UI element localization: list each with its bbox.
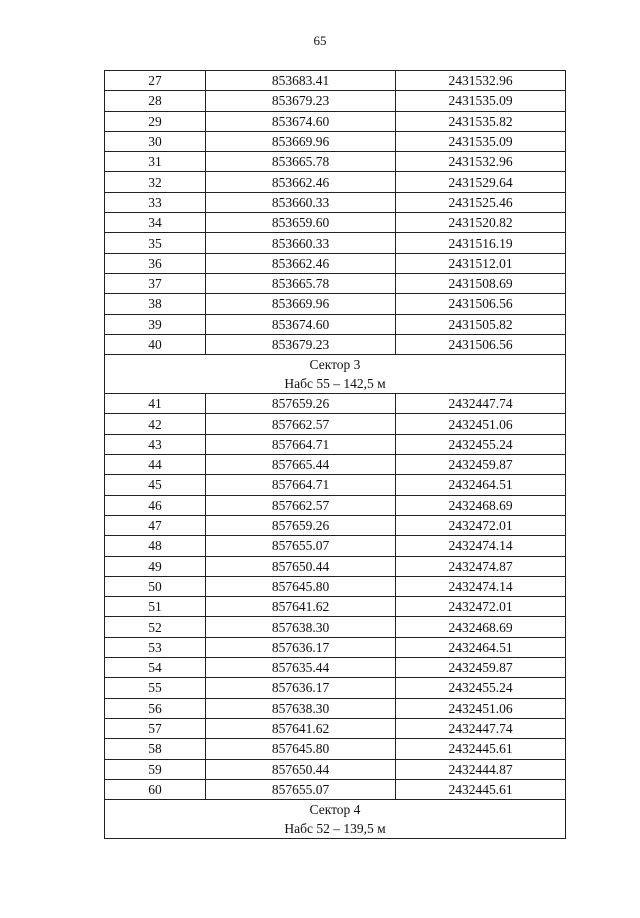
point-number-cell: 30 bbox=[105, 131, 206, 151]
table-row bbox=[105, 698, 566, 718]
point-number-cell: 28 bbox=[105, 91, 206, 111]
y-coordinate-cell: 2431516.19 bbox=[396, 233, 566, 253]
x-coordinate-cell: 857638.30 bbox=[206, 617, 396, 637]
sector-title: Сектор 4 bbox=[309, 802, 361, 818]
point-number-cell: 43 bbox=[105, 434, 206, 454]
point-number-cell: 53 bbox=[105, 637, 206, 657]
table-row bbox=[105, 515, 566, 535]
table-row bbox=[105, 434, 566, 454]
point-number-cell: 35 bbox=[105, 233, 206, 253]
point-number-cell: 55 bbox=[105, 678, 206, 698]
x-coordinate-cell: 857638.30 bbox=[206, 698, 396, 718]
y-coordinate-cell: 2431535.09 bbox=[396, 91, 566, 111]
table-row bbox=[105, 739, 566, 759]
y-coordinate-cell: 2432474.14 bbox=[396, 576, 566, 596]
table-row bbox=[105, 152, 566, 172]
point-number-cell: 45 bbox=[105, 475, 206, 495]
y-coordinate-cell: 2432464.51 bbox=[396, 637, 566, 657]
x-coordinate-cell: 857655.07 bbox=[206, 536, 396, 556]
sector-depth-range: Набс 52 – 139,5 м bbox=[284, 821, 386, 837]
point-number-cell: 39 bbox=[105, 314, 206, 334]
x-coordinate-cell: 857659.26 bbox=[206, 515, 396, 535]
x-coordinate-cell: 853674.60 bbox=[206, 111, 396, 131]
x-coordinate-cell: 857665.44 bbox=[206, 455, 396, 475]
x-coordinate-cell: 857645.80 bbox=[206, 576, 396, 596]
y-coordinate-cell: 2432444.87 bbox=[396, 759, 566, 779]
y-coordinate-cell: 2431529.64 bbox=[396, 172, 566, 192]
x-coordinate-cell: 853659.60 bbox=[206, 213, 396, 233]
point-number-cell: 32 bbox=[105, 172, 206, 192]
table-row bbox=[105, 455, 566, 475]
y-coordinate-cell: 2432464.51 bbox=[396, 475, 566, 495]
y-coordinate-cell: 2431535.09 bbox=[396, 131, 566, 151]
sector-depth-range: Набс 55 – 142,5 м bbox=[284, 376, 386, 392]
x-coordinate-cell: 857662.57 bbox=[206, 495, 396, 515]
point-number-cell: 52 bbox=[105, 617, 206, 637]
sector-header-row bbox=[105, 355, 566, 394]
point-number-cell: 49 bbox=[105, 556, 206, 576]
y-coordinate-cell: 2431525.46 bbox=[396, 192, 566, 212]
point-number-cell: 42 bbox=[105, 414, 206, 434]
y-coordinate-cell: 2431532.96 bbox=[396, 71, 566, 91]
point-number-cell: 60 bbox=[105, 779, 206, 799]
table-row bbox=[105, 779, 566, 799]
point-number-cell: 29 bbox=[105, 111, 206, 131]
y-coordinate-cell: 2431512.01 bbox=[396, 253, 566, 273]
coordinates-table bbox=[104, 70, 566, 839]
x-coordinate-cell: 857650.44 bbox=[206, 759, 396, 779]
x-coordinate-cell: 853683.41 bbox=[206, 71, 396, 91]
point-number-cell: 36 bbox=[105, 253, 206, 273]
y-coordinate-cell: 2432447.74 bbox=[396, 718, 566, 738]
table-row bbox=[105, 71, 566, 91]
table-row bbox=[105, 213, 566, 233]
x-coordinate-cell: 857664.71 bbox=[206, 434, 396, 454]
y-coordinate-cell: 2432445.61 bbox=[396, 739, 566, 759]
sector-header-cell bbox=[105, 355, 566, 394]
table-row bbox=[105, 576, 566, 596]
point-number-cell: 56 bbox=[105, 698, 206, 718]
table-row bbox=[105, 597, 566, 617]
table-row bbox=[105, 394, 566, 414]
point-number-cell: 38 bbox=[105, 294, 206, 314]
point-number-cell: 47 bbox=[105, 515, 206, 535]
y-coordinate-cell: 2432468.69 bbox=[396, 495, 566, 515]
table-row bbox=[105, 192, 566, 212]
point-number-cell: 59 bbox=[105, 759, 206, 779]
x-coordinate-cell: 853662.46 bbox=[206, 253, 396, 273]
point-number-cell: 40 bbox=[105, 334, 206, 354]
x-coordinate-cell: 857635.44 bbox=[206, 658, 396, 678]
point-number-cell: 54 bbox=[105, 658, 206, 678]
table-row bbox=[105, 314, 566, 334]
y-coordinate-cell: 2431506.56 bbox=[396, 334, 566, 354]
table-row bbox=[105, 617, 566, 637]
sector-title: Сектор 3 bbox=[309, 357, 361, 373]
y-coordinate-cell: 2432459.87 bbox=[396, 455, 566, 475]
x-coordinate-cell: 853660.33 bbox=[206, 192, 396, 212]
y-coordinate-cell: 2432455.24 bbox=[396, 678, 566, 698]
point-number-cell: 31 bbox=[105, 152, 206, 172]
y-coordinate-cell: 2431520.82 bbox=[396, 213, 566, 233]
x-coordinate-cell: 857664.71 bbox=[206, 475, 396, 495]
y-coordinate-cell: 2432474.87 bbox=[396, 556, 566, 576]
table-row bbox=[105, 495, 566, 515]
point-number-cell: 44 bbox=[105, 455, 206, 475]
point-number-cell: 50 bbox=[105, 576, 206, 596]
table-row bbox=[105, 678, 566, 698]
table-row bbox=[105, 172, 566, 192]
x-coordinate-cell: 857645.80 bbox=[206, 739, 396, 759]
table-row bbox=[105, 294, 566, 314]
table-body-sector-2-points bbox=[105, 71, 566, 355]
y-coordinate-cell: 2432455.24 bbox=[396, 434, 566, 454]
table-row bbox=[105, 253, 566, 273]
point-number-cell: 37 bbox=[105, 273, 206, 293]
table-row bbox=[105, 637, 566, 657]
x-coordinate-cell: 853665.78 bbox=[206, 152, 396, 172]
x-coordinate-cell: 853674.60 bbox=[206, 314, 396, 334]
table-row bbox=[105, 233, 566, 253]
x-coordinate-cell: 853660.33 bbox=[206, 233, 396, 253]
y-coordinate-cell: 2432459.87 bbox=[396, 658, 566, 678]
y-coordinate-cell: 2432472.01 bbox=[396, 515, 566, 535]
point-number-cell: 34 bbox=[105, 213, 206, 233]
y-coordinate-cell: 2432451.06 bbox=[396, 698, 566, 718]
point-number-cell: 58 bbox=[105, 739, 206, 759]
x-coordinate-cell: 857641.62 bbox=[206, 718, 396, 738]
y-coordinate-cell: 2432451.06 bbox=[396, 414, 566, 434]
table-row bbox=[105, 334, 566, 354]
table-row bbox=[105, 111, 566, 131]
y-coordinate-cell: 2432468.69 bbox=[396, 617, 566, 637]
table-row bbox=[105, 536, 566, 556]
table-row bbox=[105, 475, 566, 495]
table-row bbox=[105, 556, 566, 576]
table-row bbox=[105, 759, 566, 779]
x-coordinate-cell: 853679.23 bbox=[206, 91, 396, 111]
x-coordinate-cell: 857636.17 bbox=[206, 678, 396, 698]
sector-header-row bbox=[105, 800, 566, 839]
point-number-cell: 48 bbox=[105, 536, 206, 556]
point-number-cell: 41 bbox=[105, 394, 206, 414]
point-number-cell: 51 bbox=[105, 597, 206, 617]
sector-header-cell bbox=[105, 800, 566, 839]
y-coordinate-cell: 2431532.96 bbox=[396, 152, 566, 172]
table-row bbox=[105, 414, 566, 434]
sector-4-header bbox=[105, 800, 566, 839]
point-number-cell: 57 bbox=[105, 718, 206, 738]
y-coordinate-cell: 2431506.56 bbox=[396, 294, 566, 314]
table-row bbox=[105, 91, 566, 111]
point-number-cell: 46 bbox=[105, 495, 206, 515]
y-coordinate-cell: 2432474.14 bbox=[396, 536, 566, 556]
y-coordinate-cell: 2432445.61 bbox=[396, 779, 566, 799]
table-row bbox=[105, 718, 566, 738]
sector-3-header bbox=[105, 355, 566, 394]
x-coordinate-cell: 857636.17 bbox=[206, 637, 396, 657]
table-row bbox=[105, 658, 566, 678]
x-coordinate-cell: 853669.96 bbox=[206, 131, 396, 151]
table-body-sector-3-points bbox=[105, 394, 566, 800]
point-number-cell: 27 bbox=[105, 71, 206, 91]
table-row bbox=[105, 131, 566, 151]
x-coordinate-cell: 853662.46 bbox=[206, 172, 396, 192]
page-number: 65 bbox=[313, 33, 327, 48]
table-row bbox=[105, 273, 566, 293]
y-coordinate-cell: 2431505.82 bbox=[396, 314, 566, 334]
y-coordinate-cell: 2432472.01 bbox=[396, 597, 566, 617]
x-coordinate-cell: 857659.26 bbox=[206, 394, 396, 414]
point-number-cell: 33 bbox=[105, 192, 206, 212]
x-coordinate-cell: 857655.07 bbox=[206, 779, 396, 799]
x-coordinate-cell: 853679.23 bbox=[206, 334, 396, 354]
y-coordinate-cell: 2431508.69 bbox=[396, 273, 566, 293]
y-coordinate-cell: 2431535.82 bbox=[396, 111, 566, 131]
x-coordinate-cell: 853665.78 bbox=[206, 273, 396, 293]
y-coordinate-cell: 2432447.74 bbox=[396, 394, 566, 414]
x-coordinate-cell: 857650.44 bbox=[206, 556, 396, 576]
x-coordinate-cell: 857641.62 bbox=[206, 597, 396, 617]
x-coordinate-cell: 857662.57 bbox=[206, 414, 396, 434]
x-coordinate-cell: 853669.96 bbox=[206, 294, 396, 314]
